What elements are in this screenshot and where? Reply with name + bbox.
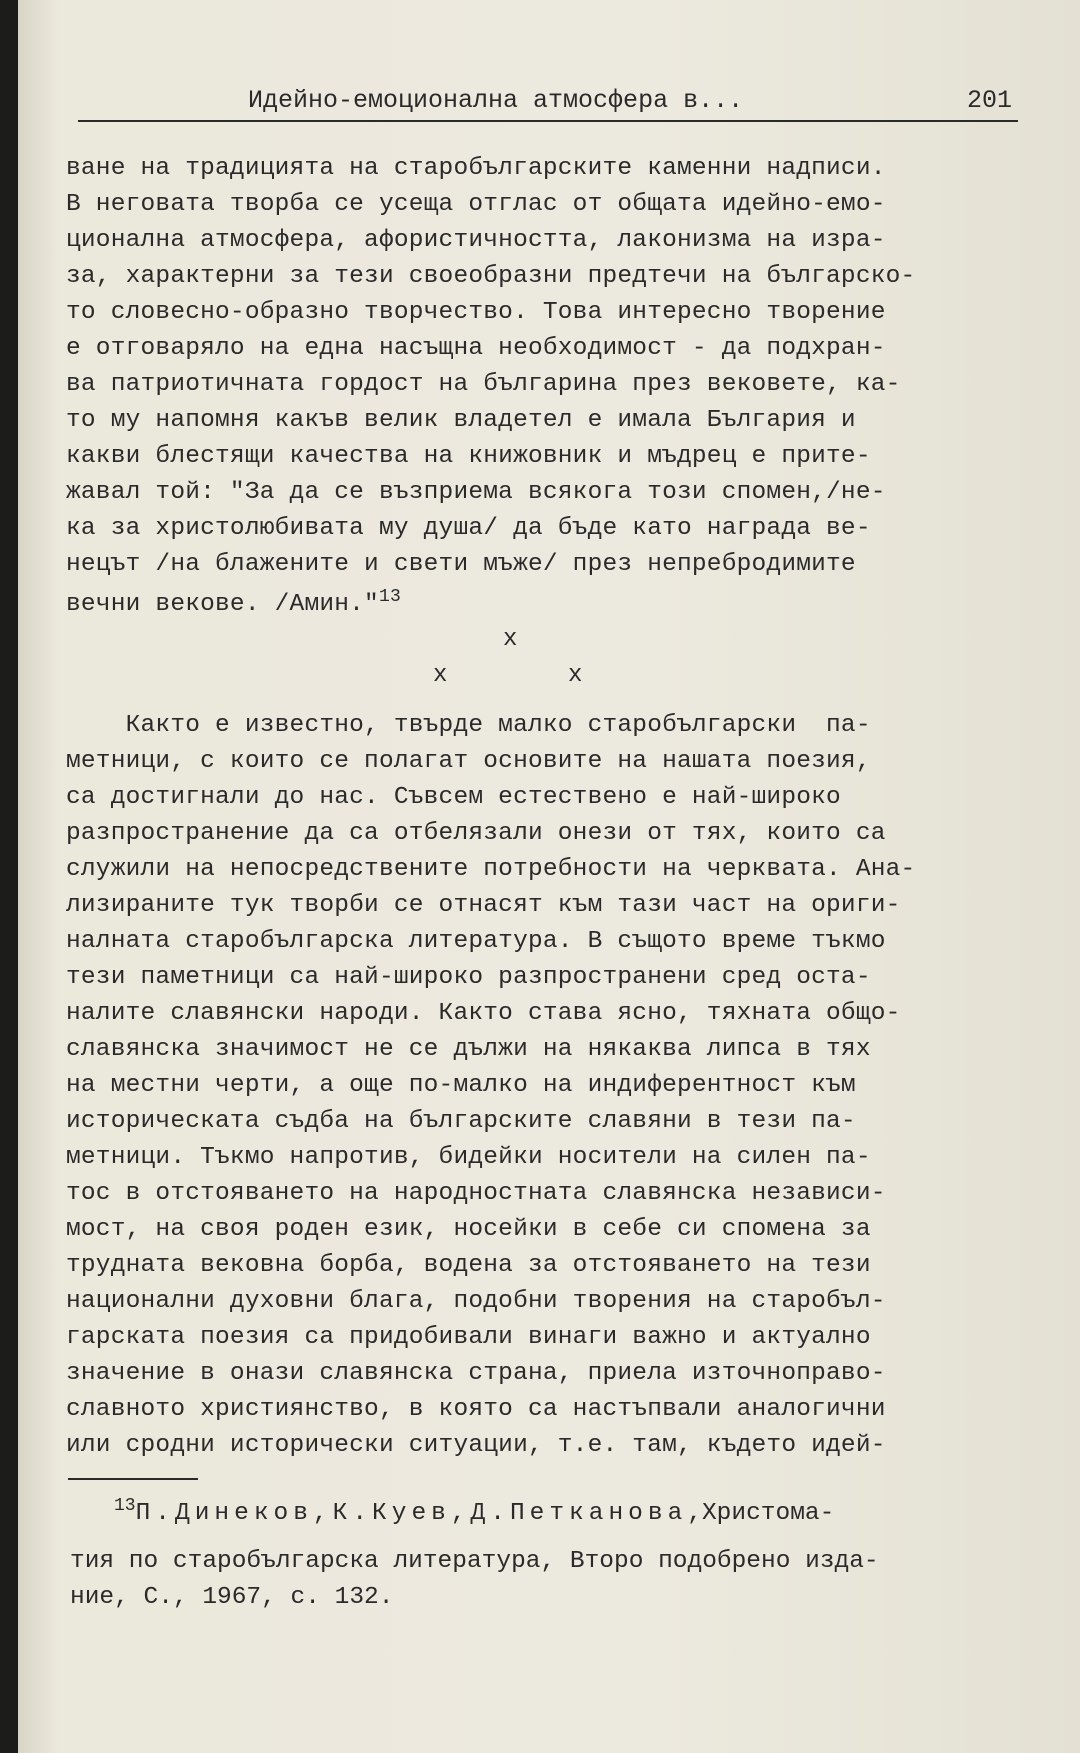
footnote-number: 13 — [114, 1496, 136, 1516]
text-line: разпространение да са отбелязали онези от тях, които са — [66, 820, 886, 847]
footnote-reference: 13 — [378, 587, 401, 607]
footnote-line: тия по старобългарска литература, Второ подобрено изда- — [70, 1548, 879, 1575]
footnote-line: ние, С., 1967, с. 132. — [70, 1584, 394, 1611]
text-line: национални духовни блага, подобни творения на старобъл- — [66, 1288, 886, 1315]
text-line: метници. Тъкмо напротив, бидейки носители на силен па- — [66, 1144, 871, 1171]
text-line: тези паметници са най-широко разпространени сред оста- — [66, 964, 871, 991]
text-line: метници, с които се полагат основите на нашата поезия, — [66, 748, 871, 775]
text-line: тос в отстояването на народностната славянска независи- — [66, 1180, 886, 1207]
page-header — [78, 80, 1018, 122]
text-line: мост, на своя роден език, носейки в себе си спомена за — [66, 1216, 871, 1243]
separator-mark: x — [433, 662, 448, 689]
text-line: на местни черти, а още по-малко на индиферентност към — [66, 1072, 856, 1099]
text-line: лизираните тук творби се отнасят към тази част на ориги- — [66, 892, 901, 919]
text-line: Както е известно, твърде малко старобългарски па- — [66, 712, 871, 739]
text-line: е отговаряло на една насъщна необходимост - да подхран- — [66, 335, 886, 362]
text-line-last — [66, 587, 1026, 618]
text-line: налната старобългарска литература. В същото време тъкмо — [66, 928, 886, 955]
footnote-authors: П.Динеков,К.Куев,Д.Петканова — [135, 1500, 688, 1528]
text-line: то словесно-образно творчество. Това интересно творение — [66, 299, 886, 326]
text-line: историческата съдба на българските славяни в тези па- — [66, 1108, 856, 1135]
footnote-divider — [68, 1478, 198, 1480]
text-line: значение в онази славянска страна, приела източноправо- — [66, 1360, 886, 1387]
text-line: трудната вековна борба, водена за отстояването на тези — [66, 1252, 871, 1279]
text-line: В неговата творба се усеща отглас от общата идейно-емо- — [66, 191, 886, 218]
running-title: Идейно-емоционална атмосфера в... — [248, 86, 744, 115]
text-line: какви блестящи качества на книжовник и мъдрец е прите- — [66, 443, 871, 470]
text-line: или сродни исторически ситуации, т.е. там, където идей- — [66, 1432, 886, 1459]
footnote-title-start: ,Христома- — [687, 1500, 835, 1528]
text-line: са достигнали до нас. Съвсем естествено е най-широко — [66, 784, 841, 811]
text-line: то му напомня какъв велик владетел е имала България и — [66, 407, 856, 434]
text-line: ка за христолюбивата му душа/ да бъде като награда ве- — [66, 515, 871, 542]
text-line: славното християнство, в която са настъпвали аналогични — [66, 1396, 886, 1423]
text-line: ва патриотичната гордост на българина през вековете, ка- — [66, 371, 901, 398]
text-line: ване на традицията на старобългарските каменни надписи. — [66, 155, 886, 182]
text-line: нецът /на блажените и свети мъже/ през непребродимите — [66, 551, 856, 578]
text-line: налите славянски народи. Както става ясно, тяхната общо- — [66, 1000, 901, 1027]
footnote-first-line — [114, 1496, 834, 1527]
text-line: славянска значимост не се дължи на някаква липса в тях — [66, 1036, 871, 1063]
book-page — [18, 0, 1080, 1753]
text-line: гарската поезия са придобивали винаги важно и актуално — [66, 1324, 871, 1351]
separator-mark: x — [503, 626, 518, 653]
text-line: жавал той: "За да се възприема всякога този спомен,/не- — [66, 479, 886, 506]
text-line: за, характерни за тези своеобразни предтечи на българско- — [66, 263, 916, 290]
text-line: ционална атмосфера, афористичността, лаконизма на изра- — [66, 227, 886, 254]
separator-mark: x — [568, 662, 583, 689]
page-number: 201 — [966, 86, 1012, 115]
text-line: служили на непосредствените потребности на черквата. Ана- — [66, 856, 916, 883]
text-line-content: вечни векове. /Амин." — [66, 591, 379, 619]
